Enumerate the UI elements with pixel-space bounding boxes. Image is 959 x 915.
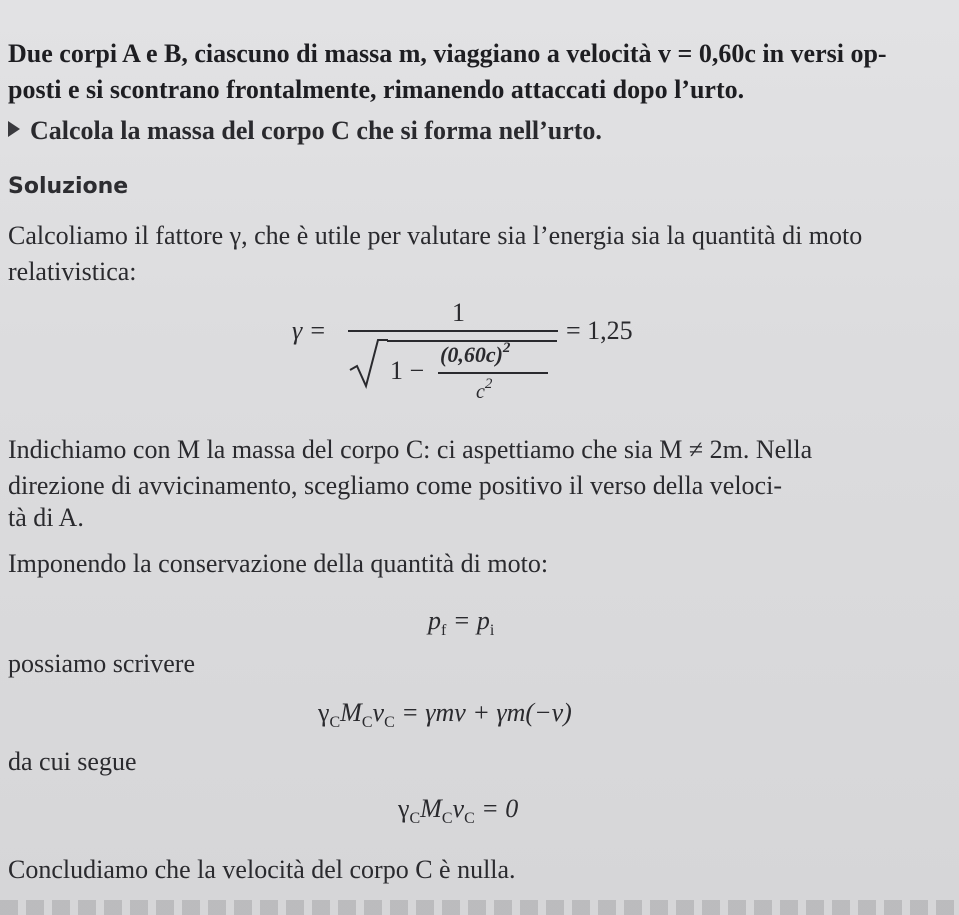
gamma-inner-num <box>440 340 510 368</box>
inner-num-exp: 2 <box>502 340 511 356</box>
equation-momentum-expanded <box>318 698 572 732</box>
paragraph-5: da cui segue <box>8 747 137 776</box>
equation-momentum-conservation <box>428 606 494 640</box>
task-line <box>8 116 602 146</box>
gamma-den-prefix: 1 − <box>390 356 425 385</box>
paragraph-2-line-2: direzione di avvicinamento, scegliamo come positivo il verso della veloci- <box>8 471 782 500</box>
paragraph-2-line-1: Indichiamo con M la massa del corpo C: ci aspettiamo che sia M ≠ 2m. Nella <box>8 435 813 464</box>
eq2-sub-2: C <box>361 714 373 731</box>
eq1-sub-i: i <box>489 622 495 639</box>
eq3-sub-1: C <box>409 810 421 827</box>
eq2-rhs: = γmv + γm(−v) <box>394 698 572 727</box>
eq1-sub-f: f <box>441 622 447 639</box>
eq3-sub-3: C <box>464 810 475 827</box>
eq1-p: p <box>428 606 441 635</box>
eq3-rhs: = 0 <box>474 794 519 823</box>
eq2-v: v <box>372 698 385 727</box>
eq2-sub-3: C <box>384 714 395 731</box>
eq2-gamma: γ <box>318 698 330 727</box>
square-root-icon <box>348 336 388 390</box>
inner-den-exp: 2 <box>484 376 493 392</box>
eq3-sub-2: C <box>441 810 453 827</box>
inner-num-base: (0,60c) <box>440 342 503 367</box>
fraction-bar <box>348 330 558 332</box>
inner-fraction-bar <box>438 372 548 374</box>
paragraph-3: Imponendo la conservazione della quantità di moto: <box>8 549 549 578</box>
paragraph-1-line-1: Calcoliamo il fattore γ, che è utile per valutare sia l’energia sia la quantità di moto <box>8 221 863 250</box>
gamma-inner-den <box>476 376 492 404</box>
equation-result-zero <box>398 794 518 828</box>
task-text: Calcola la massa del corpo C che si forma nell’urto. <box>30 116 602 145</box>
cut-off-text-line <box>0 900 959 915</box>
problem-line-1: Due corpi A e B, ciascuno di massa m, viaggiano a velocità v = 0,60c in versi op- <box>8 39 887 68</box>
inner-den-base: c <box>476 381 485 403</box>
paragraph-4: possiamo scrivere <box>8 649 196 678</box>
paragraph-2-line-3: tà di A. <box>8 503 84 532</box>
gamma-lhs: γ = <box>292 316 327 345</box>
eq3-gamma: γ <box>398 794 410 823</box>
eq3-v: v <box>452 794 465 823</box>
gamma-numerator: 1 <box>452 298 465 327</box>
gamma-result: = 1,25 <box>566 316 633 345</box>
paragraph-6: Concludiamo che la velocità del corpo C è nulla. <box>8 855 516 884</box>
gamma-formula <box>290 300 670 410</box>
paragraph-1-line-2: relativistica: <box>8 257 137 286</box>
eq2-sub-1: C <box>329 714 341 731</box>
triangle-bullet-icon <box>8 121 20 137</box>
solution-heading: Soluzione <box>8 174 129 199</box>
eq1-mid: = p <box>446 606 490 635</box>
eq3-M: M <box>420 794 442 823</box>
problem-line-2: posti e si scontrano frontalmente, rimanendo attaccati dopo l’urto. <box>8 75 745 104</box>
eq2-M: M <box>340 698 362 727</box>
